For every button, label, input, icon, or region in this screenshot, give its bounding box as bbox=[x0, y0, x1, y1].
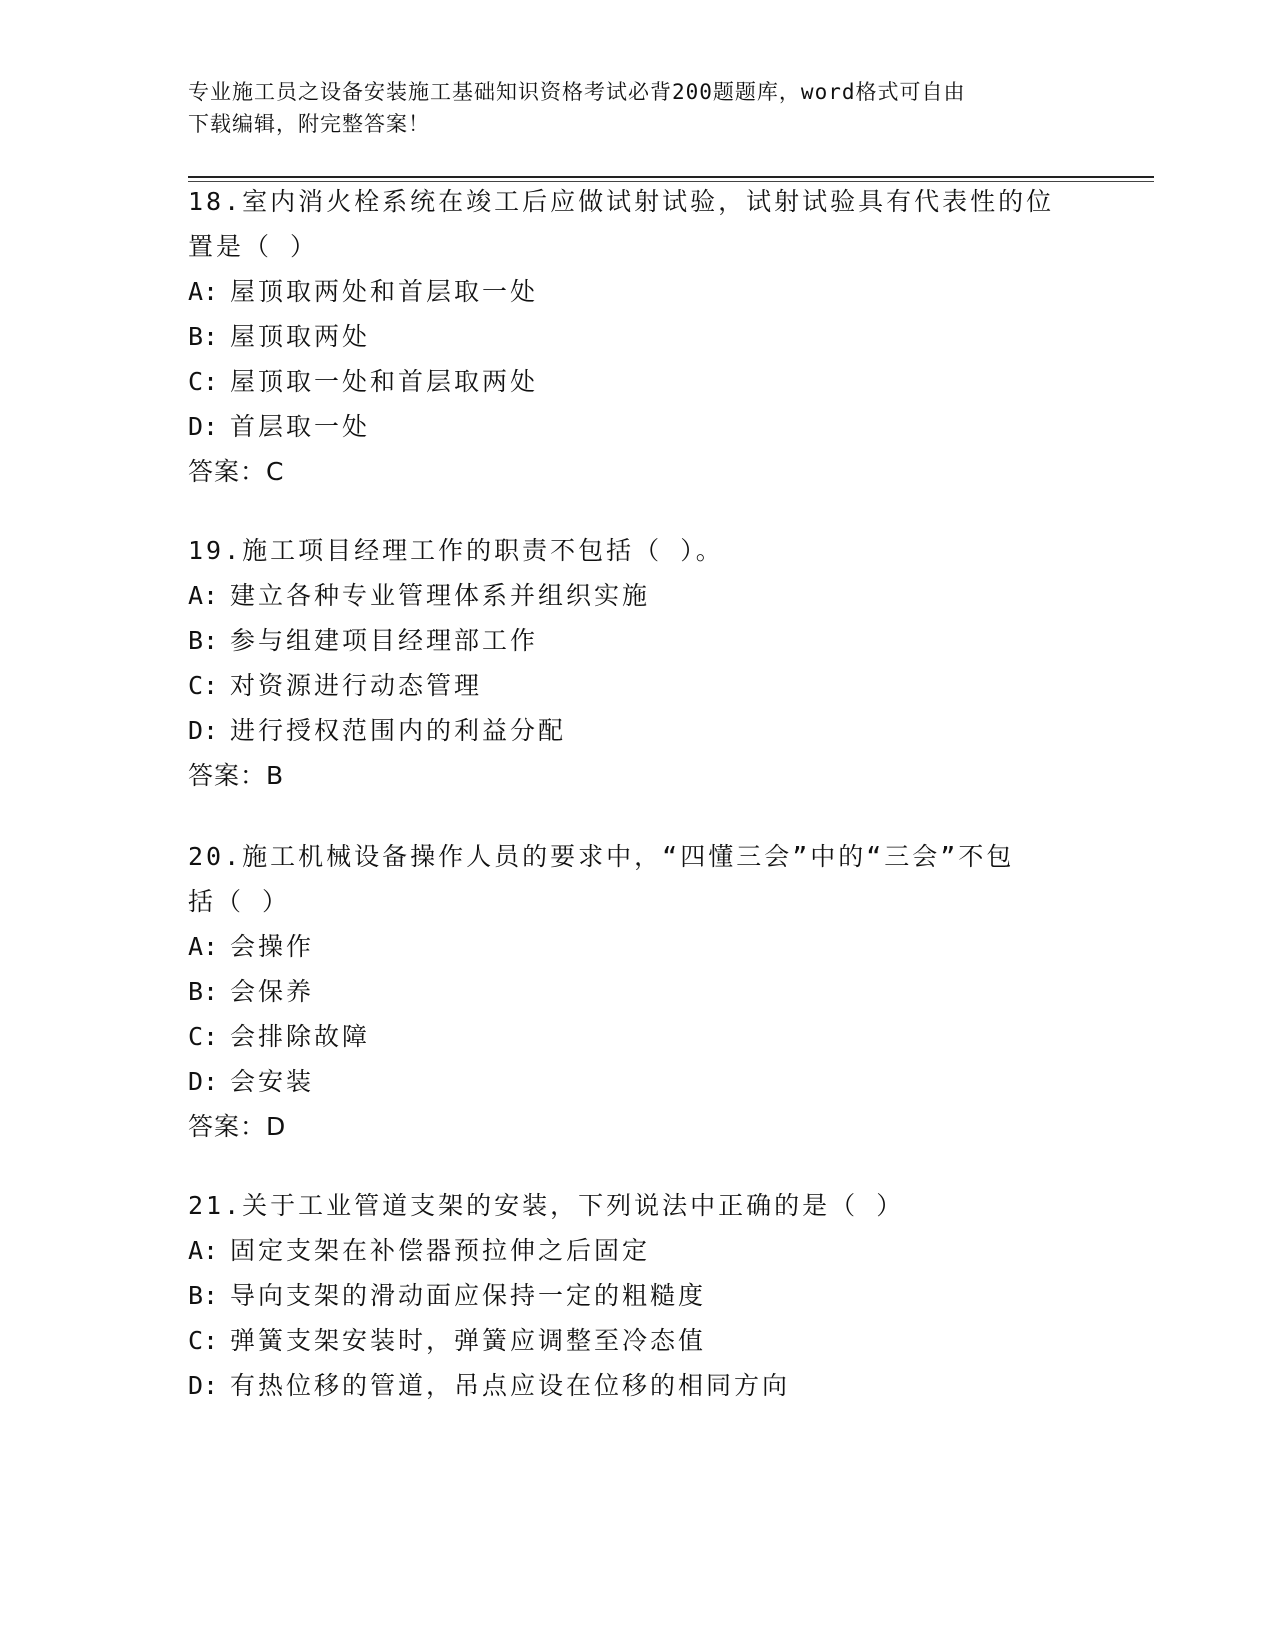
question-18 bbox=[188, 179, 1088, 494]
answer-line: 答案：D bbox=[188, 1112, 287, 1141]
option-letter: D: bbox=[188, 1371, 219, 1400]
question-text-line-1: 21.关于工业管道支架的安装，下列说法中正确的是（ ） bbox=[188, 1191, 905, 1220]
question-21 bbox=[188, 1183, 1088, 1408]
option-b bbox=[188, 969, 1088, 1014]
option-letter: A: bbox=[188, 581, 219, 610]
option-letter: B: bbox=[188, 1281, 219, 1310]
option-letter: C: bbox=[188, 671, 219, 700]
question-text-line-2: 置是（ ） bbox=[188, 232, 319, 261]
option-text: 参与组建项目经理部工作 bbox=[230, 626, 539, 655]
option-letter: B: bbox=[188, 977, 219, 1006]
option-a bbox=[188, 573, 1088, 618]
option-text: 导向支架的滑动面应保持一定的粗糙度 bbox=[230, 1281, 707, 1310]
option-a bbox=[188, 269, 1088, 314]
option-text: 会操作 bbox=[230, 932, 315, 961]
header-line-1: 专业施工员之设备安装施工基础知识资格考试必背200题题库，word格式可自由 bbox=[188, 80, 966, 104]
option-letter: D: bbox=[188, 412, 219, 441]
option-text: 屋顶取两处和首层取一处 bbox=[230, 277, 539, 306]
option-text: 固定支架在补偿器预拉伸之后固定 bbox=[230, 1236, 651, 1265]
option-text: 会排除故障 bbox=[230, 1022, 371, 1051]
option-letter: C: bbox=[188, 367, 219, 396]
option-d bbox=[188, 1363, 1088, 1408]
option-c bbox=[188, 1318, 1088, 1363]
option-text: 屋顶取一处和首层取两处 bbox=[230, 367, 539, 396]
option-d bbox=[188, 404, 1088, 449]
option-letter: A: bbox=[188, 277, 219, 306]
document-header bbox=[188, 76, 1068, 140]
header-line-2: 下载编辑，附完整答案！ bbox=[188, 112, 430, 136]
option-text: 进行授权范围内的利益分配 bbox=[230, 716, 567, 745]
option-text: 屋顶取两处 bbox=[230, 322, 371, 351]
option-a bbox=[188, 1228, 1088, 1273]
option-letter: A: bbox=[188, 932, 219, 961]
option-d bbox=[188, 1059, 1088, 1104]
option-letter: C: bbox=[188, 1022, 219, 1051]
question-text-line-1: 20.施工机械设备操作人员的要求中，“四懂三会”中的“三会”不包 bbox=[188, 842, 1015, 871]
option-c bbox=[188, 663, 1088, 708]
question-text-line-2: 括（ ） bbox=[188, 887, 291, 916]
option-b bbox=[188, 618, 1088, 663]
answer-line: 答案：C bbox=[188, 457, 285, 486]
option-c bbox=[188, 1014, 1088, 1059]
answer-line: 答案：B bbox=[188, 761, 285, 790]
option-text: 建立各种专业管理体系并组织实施 bbox=[230, 581, 651, 610]
question-19 bbox=[188, 528, 1088, 798]
option-b bbox=[188, 1273, 1088, 1318]
option-text: 有热位移的管道，吊点应设在位移的相同方向 bbox=[230, 1371, 791, 1400]
question-text-line-1: 18.室内消火栓系统在竣工后应做试射试验，试射试验具有代表性的位 bbox=[188, 187, 1055, 216]
question-20 bbox=[188, 834, 1088, 1149]
option-letter: A: bbox=[188, 1236, 219, 1265]
option-text: 对资源进行动态管理 bbox=[230, 671, 483, 700]
option-letter: C: bbox=[188, 1326, 219, 1355]
option-letter: D: bbox=[188, 716, 219, 745]
option-b bbox=[188, 314, 1088, 359]
option-text: 首层取一处 bbox=[230, 412, 371, 441]
option-text: 会安装 bbox=[230, 1067, 315, 1096]
option-a bbox=[188, 924, 1088, 969]
question-text-line-1: 19.施工项目经理工作的职责不包括（ ）。 bbox=[188, 536, 724, 565]
option-text: 会保养 bbox=[230, 977, 315, 1006]
header-divider-thick bbox=[188, 176, 1154, 178]
option-letter: D: bbox=[188, 1067, 219, 1096]
option-text: 弹簧支架安装时，弹簧应调整至冷态值 bbox=[230, 1326, 707, 1355]
option-c bbox=[188, 359, 1088, 404]
option-letter: B: bbox=[188, 626, 219, 655]
option-d bbox=[188, 708, 1088, 753]
option-letter: B: bbox=[188, 322, 219, 351]
